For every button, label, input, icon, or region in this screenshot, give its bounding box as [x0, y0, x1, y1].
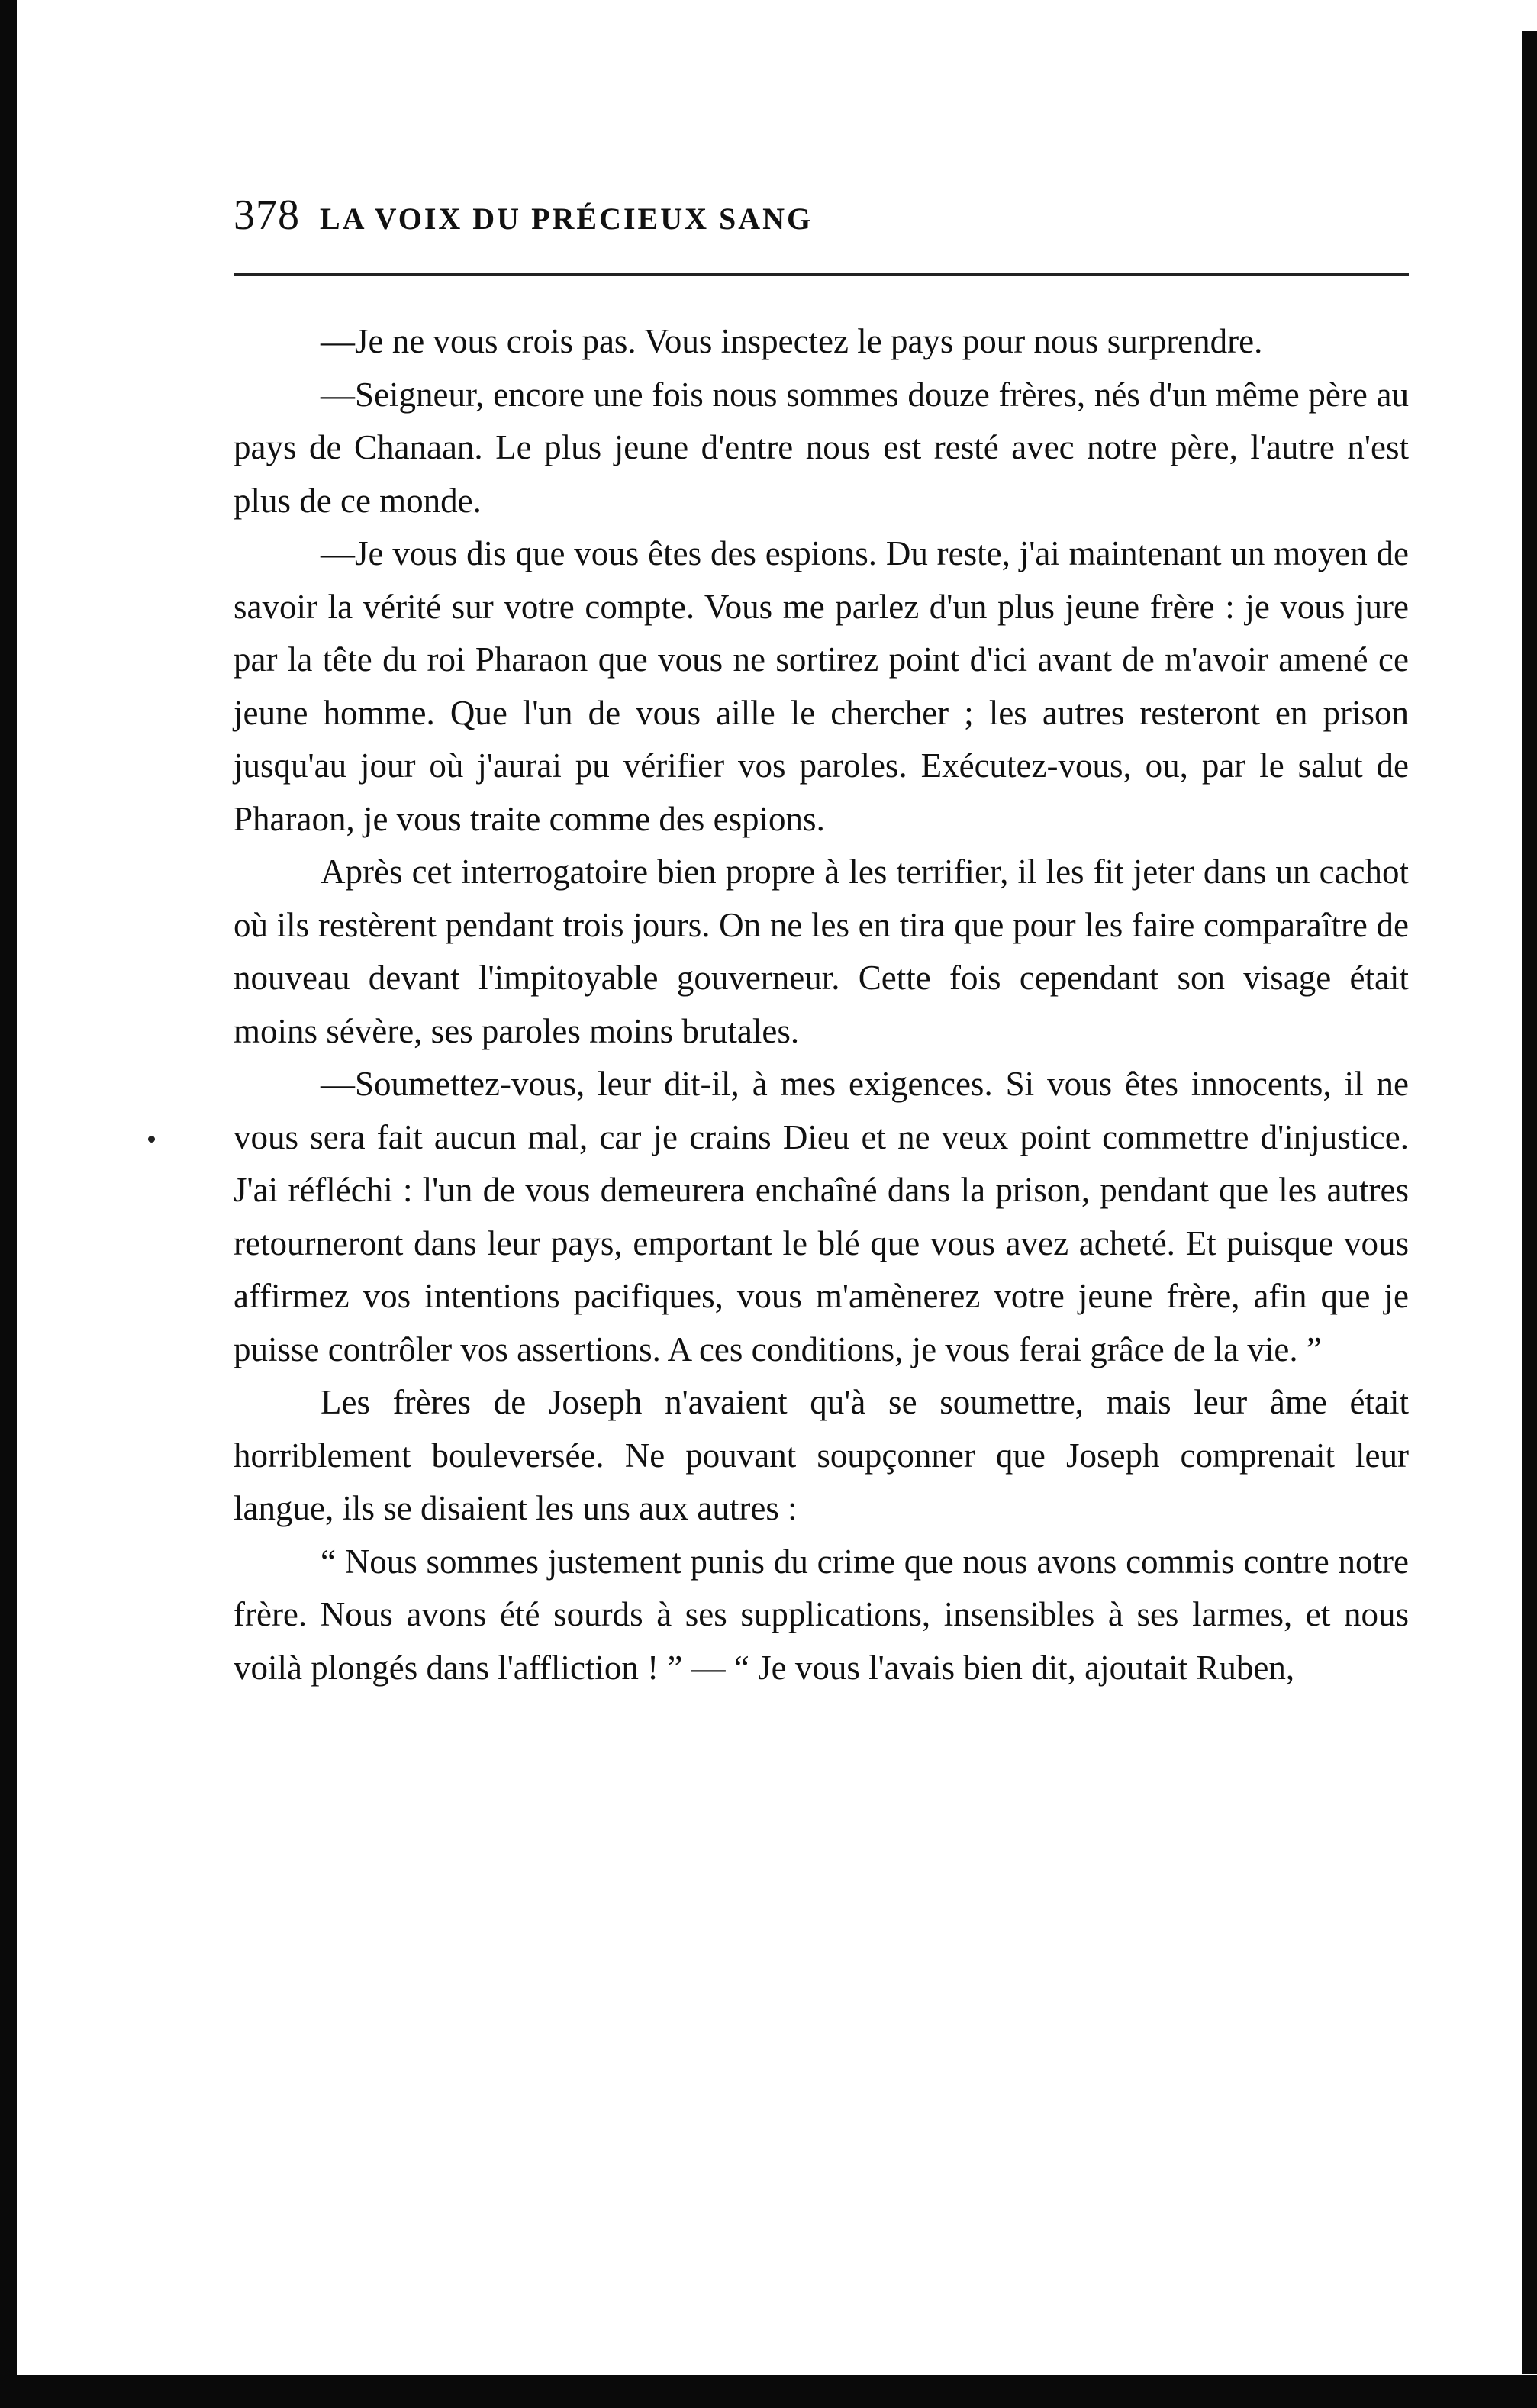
- paragraph: —Je ne vous crois pas. Vous inspectez le pays pour nous surprendre.: [321, 322, 1263, 360]
- scan-edge-right: [1522, 31, 1537, 2374]
- margin-mark: [148, 1136, 155, 1143]
- paragraph: —Soumettez-vous, leur dit-il, à mes exigences. Si vous êtes innocents, il ne vous sera fait aucun mal, car je crains Dieu et ne veux point commettre d'injustice. J'ai réfléchi : l'un de vous demeurera enchaîné dans la prison, pendant que les autres retourneront dans leur pays, emportant le blé que vous avez acheté. Et puisque vous affirmez vos intentions pacifiques, vous m'amènerez votre jeune frère, afin que je puisse contrôler vos assertions. A ces conditions, je vous ferai grâce de la vie. ”: [234, 1065, 1409, 1368]
- running-title: LA VOIX DU PRÉCIEUX SANG: [320, 201, 814, 236]
- paragraph: Les frères de Joseph n'avaient qu'à se soumettre, mais leur âme était horriblement bouleversée. Ne pouvant soupçonner que Joseph comprenait leur langue, ils se disaient les uns aux autres :: [234, 1383, 1409, 1527]
- paragraph: “ Nous sommes justement punis du crime que nous avons commis contre notre frère. Nous avons été sourds à ses supplications, insensibles à ses larmes, et nous voilà plongés dans l'affliction ! ” — “ Je vous l'avais bien dit, ajoutait Ruben,: [234, 1542, 1409, 1687]
- header-rule: [234, 273, 1409, 276]
- paragraph: —Seigneur, encore une fois nous sommes douze frères, nés d'un même père au pays de Chanaan. Le plus jeune d'entre nous est resté avec notre père, l'autre n'est plus de ce monde.: [234, 375, 1409, 520]
- paragraph: Après cet interrogatoire bien propre à les terrifier, il les fit jeter dans un cachot où ils restèrent pendant trois jours. On ne les en tira que pour les faire comparaître de nouveau devant l'impitoyable gouverneur. Cette fois cependant son visage était moins sévère, ses paroles moins brutales.: [234, 853, 1409, 1050]
- page-text: [234, 315, 1409, 1694]
- scan-edge-bottom: [0, 2375, 1537, 2408]
- page-header: [234, 191, 1409, 244]
- paragraph: —Je vous dis que vous êtes des espions. Du reste, j'ai maintenant un moyen de savoir la vérité sur votre compte. Vous me parlez d'un plus jeune frère : je vous jure par la tête du roi Pharaon que vous ne sortirez point d'ici avant de m'avoir amené ce jeune homme. Que l'un de vous aille le chercher ; les autres resteront en prison jusqu'au jour où j'aurai pu vérifier vos paroles. Exécutez-vous, ou, par le salut de Pharaon, je vous traite comme des espions.: [234, 534, 1409, 838]
- book-page: [234, 191, 1409, 1694]
- page-number: 378: [234, 192, 300, 239]
- scan-edge-left: [0, 0, 17, 2408]
